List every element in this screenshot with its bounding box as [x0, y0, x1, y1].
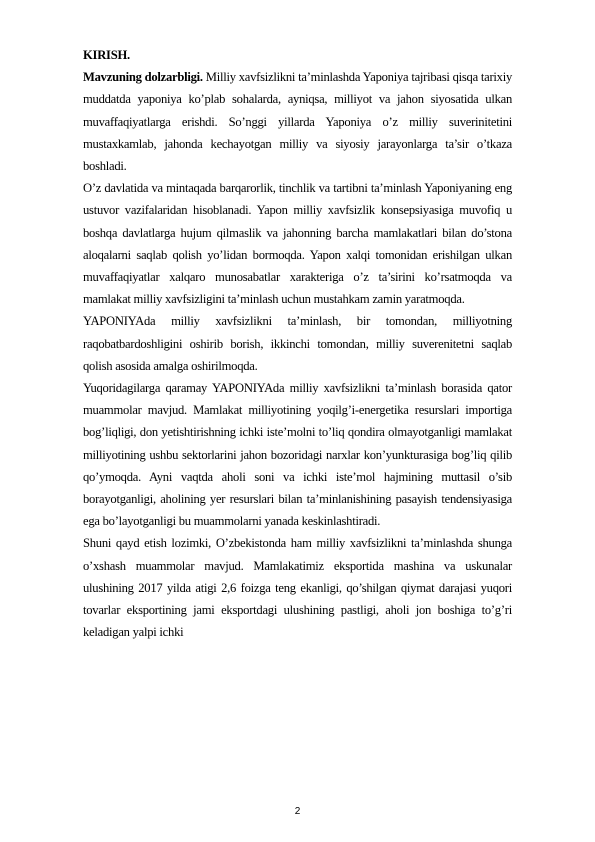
paragraph-text: Milliy xavfsizlikni ta’minlashda Yaponiya tajribasi qisqa tarixiy muddatda yaponiya ko’plab sohalarda, ayniqsa, milliyot va jahon siyosatida ulkan muvaffaqiyatlarga erishdi. So’nggi yillarda Yaponiya o’z milliy suverinitetini mustaxkamlab, jahonda kechayotgan milliy va siyosiy jarayonlarga ta’sir o’tkaza boshladi.	[83, 70, 512, 174]
paragraph-lead: Mavzuning dolzarbligi.	[83, 70, 203, 85]
page-number: 2	[294, 806, 301, 817]
paragraph-problems: Yuqoridagilarga qaramay YAPONIYAda milliy xavfsizlikni ta’minlash borasida qator muammolar mavjud. Mamlakat milliyotining yoqilg’i-energetika resurslari importiga bog’liqligi, don yetishtirishning ichki iste’molni to’liq qondira olmayotganligi mamlakat milliyotining ushbu sektorlarini jahon bozoridagi narxlar kon’yunkturasiga bog’liq qilib qo’ymoqda. Ayni vaqtda aholi soni va ichki iste’mol hajmining muttasil o’sib borayotganligi, aholining yer resurslari bilan ta’minlanishining pasayish tendensiyasiga ega bo’layotganligi bu muammolarni yanada keskinlashtiradi.	[83, 381, 512, 529]
paragraph-stability: O’z davlatida va mintaqada barqarorlik, tinchlik va tartibni ta’minlash Yaponiyaning eng ustuvor vazifalaridan hisoblanadi. Yapon milliy xavfsizlik konsepsiyasiga muvofiq u boshqa davlatlarga hujum qilmaslik va jahonning barcha mamlakatlari bilan do’stona aloqalarni saqlab qolish yo’lidan bormoqda. Yapon xalqi tomonidan erishilgan ulkan muvaffaqiyatlar xalqaro munosabatlar xarakteriga o’z ta’sirini ko’rsatmoqda va mamlakat milliy xavfsizligini ta’minlash uchun mustahkam zamin yaratmoqda.	[83, 181, 512, 307]
paragraph-security-approach: YAPONIYAda milliy xavfsizlikni ta’minlash, bir tomondan, milliyotning raqobatbardoshligini oshirib borish, ikkinchi tomondan, milliy suverenitetni saqlab qolish asosida amalga oshirilmoqda.	[83, 314, 512, 373]
section-heading: KIRISH.	[83, 48, 130, 62]
document-body	[83, 44, 512, 643]
paragraph-relevance	[83, 66, 512, 177]
paragraph-uzbekistan: Shuni qayd etish lozimki, O’zbekistonda ham milliy xavfsizlikni ta’minlashda shunga o’xshash muammolar mavjud. Mamlakatimiz eksportida mashina va uskunalar ulushining 2017 yilda atigi 2,6 foizga teng ekanligi, qo’shilgan qiymat darajasi yuqori tovarlar eksportining jami eksportdagi ulushining pastligi, aholi jon boshiga to’g’ri keladigan yalpi ichki	[83, 536, 512, 640]
